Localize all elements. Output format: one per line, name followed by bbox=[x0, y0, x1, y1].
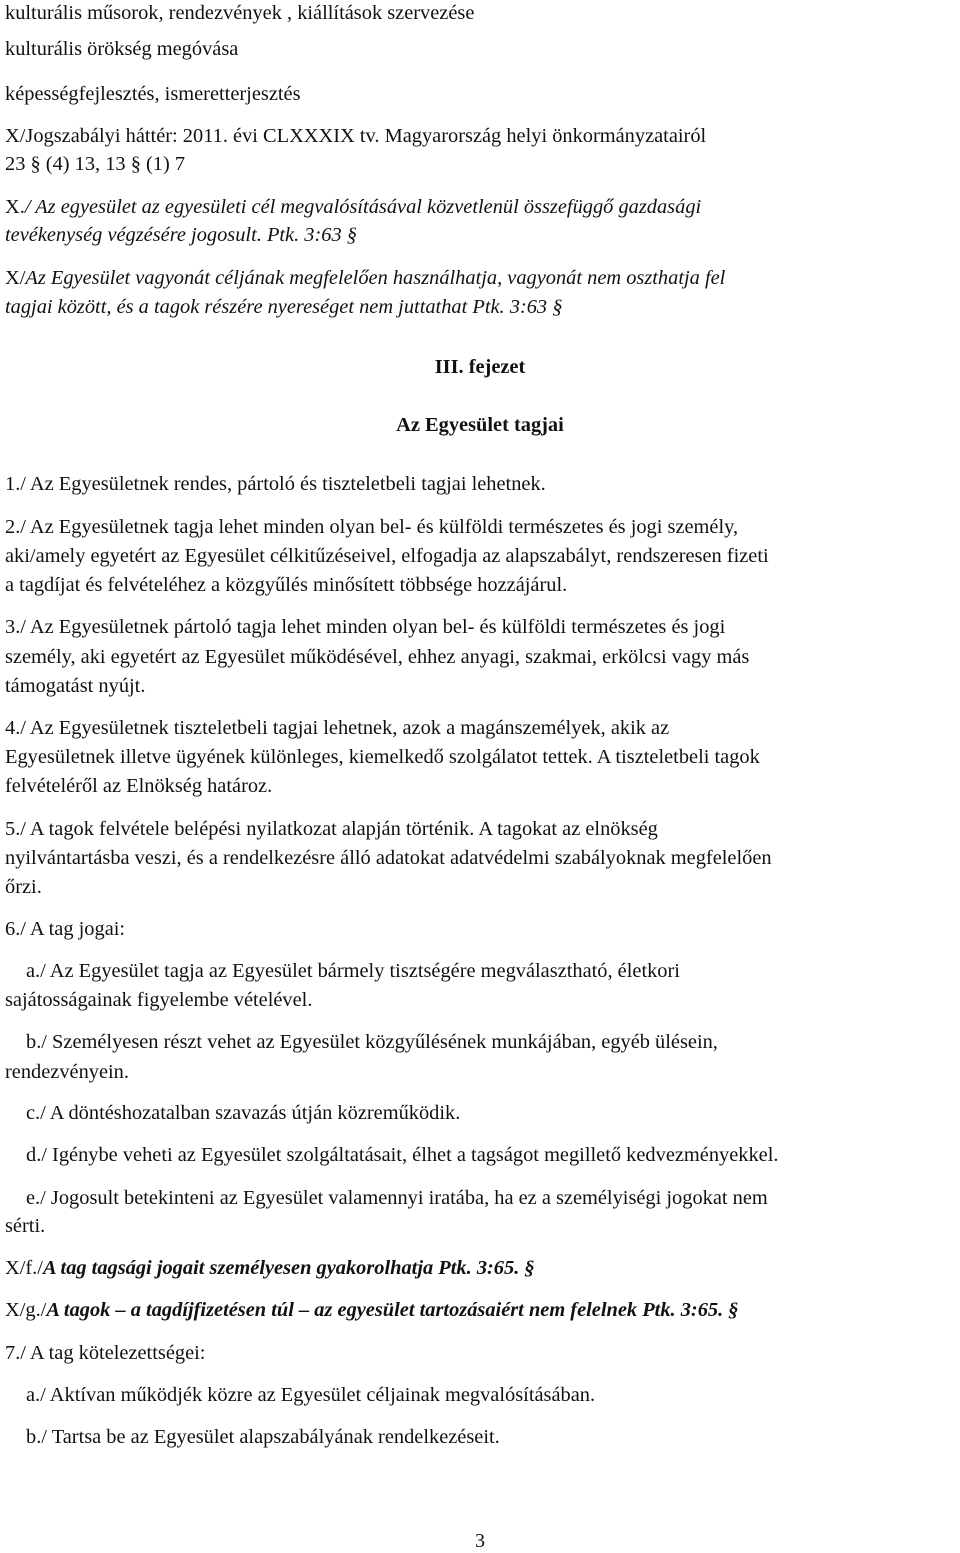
paragraph-line bbox=[5, 716, 669, 740]
list-item bbox=[26, 1030, 718, 1054]
list-item bbox=[26, 1425, 500, 1449]
paragraph-line bbox=[5, 846, 772, 870]
paragraph-line bbox=[5, 875, 42, 899]
list-item bbox=[5, 1214, 45, 1238]
paragraph-prefix: X/ bbox=[5, 267, 26, 289]
paragraph-line bbox=[5, 573, 567, 597]
list-item bbox=[26, 1383, 595, 1407]
text-line: / Aktívan működjék közre az Egyesület céljainak megvalósításában. bbox=[40, 1384, 596, 1406]
list-item bbox=[26, 1143, 778, 1167]
list-marker: a. bbox=[26, 1384, 41, 1406]
paragraph-line bbox=[5, 195, 701, 219]
text-line: / A tag kötelezettségei: bbox=[20, 1342, 206, 1364]
paragraph-line bbox=[5, 266, 725, 290]
list-marker: e. bbox=[26, 1187, 41, 1209]
text-line: Az Egyesület vagyonát céljának megfelelően használhatja, vagyonát nem oszthatja fel bbox=[25, 267, 726, 289]
paragraph-line bbox=[5, 745, 760, 769]
page-number-text: 3 bbox=[475, 1530, 485, 1552]
text-line: sajátosságainak figyelembe vételével. bbox=[5, 989, 313, 1011]
list-marker: b. bbox=[26, 1031, 42, 1053]
list-marker: a. bbox=[26, 960, 41, 982]
text-line: támogatást nyújt. bbox=[5, 675, 146, 697]
text-line: A tagok – a tagdíjfizetésen túl – az egyesület tartozásaiért nem felelnek Ptk. 3:65. § bbox=[46, 1299, 739, 1321]
paragraph-line bbox=[5, 544, 769, 568]
list-item bbox=[26, 959, 680, 983]
text-line: / Tartsa be az Egyesület alapszabályának rendelkezéseit. bbox=[41, 1426, 500, 1448]
text-line: felvételéről az Elnökség határoz. bbox=[5, 775, 273, 797]
paragraph-line bbox=[5, 774, 272, 798]
list-item bbox=[26, 1186, 768, 1210]
paragraph-line bbox=[5, 223, 357, 247]
paragraph-line bbox=[5, 295, 562, 319]
paragraph-number: 2. bbox=[5, 516, 21, 538]
chapter-number-text: III. fejezet bbox=[434, 356, 526, 378]
list-item bbox=[5, 82, 301, 106]
chapter-title bbox=[0, 413, 960, 437]
list-item bbox=[5, 37, 238, 61]
paragraph-line bbox=[5, 1341, 205, 1365]
text-line: / Az Egyesületnek tiszteletbeli tagjai lehetnek, azok a magánszemélyek, akik az bbox=[20, 717, 670, 739]
list-item bbox=[5, 1, 474, 25]
list-marker: d. bbox=[26, 1144, 42, 1166]
paragraph-number: 7. bbox=[5, 1342, 21, 1364]
text-line: A tag tagsági jogait személyesen gyakorolhatja Ptk. 3:65. § bbox=[42, 1257, 535, 1279]
text-line: tevékenység végzésére jogosult. Ptk. 3:63 § bbox=[5, 224, 357, 246]
text-line: kulturális örökség megóvása bbox=[5, 38, 239, 60]
list-marker: b. bbox=[26, 1426, 42, 1448]
paragraph-line bbox=[5, 817, 658, 841]
paragraph-line bbox=[5, 917, 125, 941]
paragraph-number: 1. bbox=[5, 473, 21, 495]
text-line: / Az Egyesület tagja az Egyesület bármely tisztségére megválasztható, életkori bbox=[40, 960, 680, 982]
text-line: / Jogosult betekinteni az Egyesület valamennyi iratába, ha ez a személyiségi jogokat nem bbox=[40, 1187, 768, 1209]
legal-basis-line bbox=[5, 152, 185, 176]
paragraph-line bbox=[5, 615, 725, 639]
text-line: személy, aki egyetért az Egyesület működésével, ehhez anyagi, szakmai, erkölcsi vagy más bbox=[5, 646, 750, 668]
paragraph-number: 4. bbox=[5, 717, 21, 739]
legal-basis-line bbox=[5, 124, 706, 148]
text-line: kulturális műsorok, rendezvények , kiállítások szervezése bbox=[5, 2, 475, 24]
paragraph-line bbox=[5, 472, 546, 496]
chapter-title-text: Az Egyesület tagjai bbox=[396, 414, 564, 436]
text-line: / Az egyesület az egyesületi cél megvalósításával közvetlenül összefüggő gazdasági bbox=[24, 196, 702, 218]
list-item bbox=[5, 1060, 129, 1084]
text-line: Egyesületnek illetve ügyének különleges, kiemelkedő szolgálatot tettek. A tiszteletbeli tagok bbox=[5, 746, 760, 768]
paragraph-number: 6. bbox=[5, 918, 21, 940]
list-item bbox=[26, 1101, 460, 1125]
paragraph-line bbox=[5, 645, 749, 669]
paragraph-number: 3. bbox=[5, 616, 21, 638]
paragraph-prefix: X. bbox=[5, 196, 25, 218]
text-line: X/Jogszabályi háttér: 2011. évi CLXXXIX tv. Magyarország helyi önkormányzatairól bbox=[5, 125, 707, 147]
text-line: aki/amely egyetért az Egyesület célkitűzéseivel, elfogadja az alapszabályt, rendszeresen fizeti bbox=[5, 545, 769, 567]
text-line: őrzi. bbox=[5, 876, 42, 898]
text-line: / A döntéshozatalban szavazás útján közreműködik. bbox=[40, 1102, 461, 1124]
paragraph-prefix: X/f./ bbox=[5, 1257, 43, 1279]
paragraph-line bbox=[5, 515, 738, 539]
text-line: / A tagok felvétele belépési nyilatkozat alapján történik. A tagokat az elnökség bbox=[20, 818, 658, 840]
page-number bbox=[0, 1529, 960, 1553]
text-line: nyilvántartásba veszi, és a rendelkezésre álló adatokat adatvédelmi szabályoknak megfelelően bbox=[5, 847, 772, 869]
paragraph-line bbox=[5, 1256, 535, 1280]
text-line: képességfejlesztés, ismeretterjesztés bbox=[5, 83, 301, 105]
text-line: 23 § (4) 13, 13 § (1) 7 bbox=[5, 153, 186, 175]
text-line: / Az Egyesületnek pártoló tagja lehet minden olyan bel- és külföldi természetes és jogi bbox=[20, 616, 726, 638]
text-line: tagjai között, és a tagok részére nyereséget nem juttathat Ptk. 3:63 § bbox=[5, 296, 563, 318]
paragraph-line bbox=[5, 1298, 738, 1322]
text-line: a tagdíjat és felvételéhez a közgyűlés minősített többsége hozzájárul. bbox=[5, 574, 568, 596]
text-line: / A tag jogai: bbox=[20, 918, 126, 940]
list-item bbox=[5, 988, 312, 1012]
paragraph-line bbox=[5, 674, 145, 698]
paragraph-prefix: X/g./ bbox=[5, 1299, 47, 1321]
chapter-number bbox=[0, 355, 960, 379]
text-line: / Személyesen részt vehet az Egyesület közgyűlésének munkájában, egyéb ülésein, bbox=[41, 1031, 718, 1053]
list-marker: c. bbox=[26, 1102, 41, 1124]
text-line: sérti. bbox=[5, 1215, 46, 1237]
text-line: / Az Egyesületnek rendes, pártoló és tiszteletbeli tagjai lehetnek. bbox=[20, 473, 546, 495]
text-line: / Az Egyesületnek tagja lehet minden olyan bel- és külföldi természetes és jogi személy, bbox=[20, 516, 739, 538]
text-line: rendezvényein. bbox=[5, 1061, 129, 1083]
text-line: / Igénybe veheti az Egyesület szolgáltatásait, élhet a tagságot megillető kedvezményekkel. bbox=[41, 1144, 779, 1166]
paragraph-number: 5. bbox=[5, 818, 21, 840]
